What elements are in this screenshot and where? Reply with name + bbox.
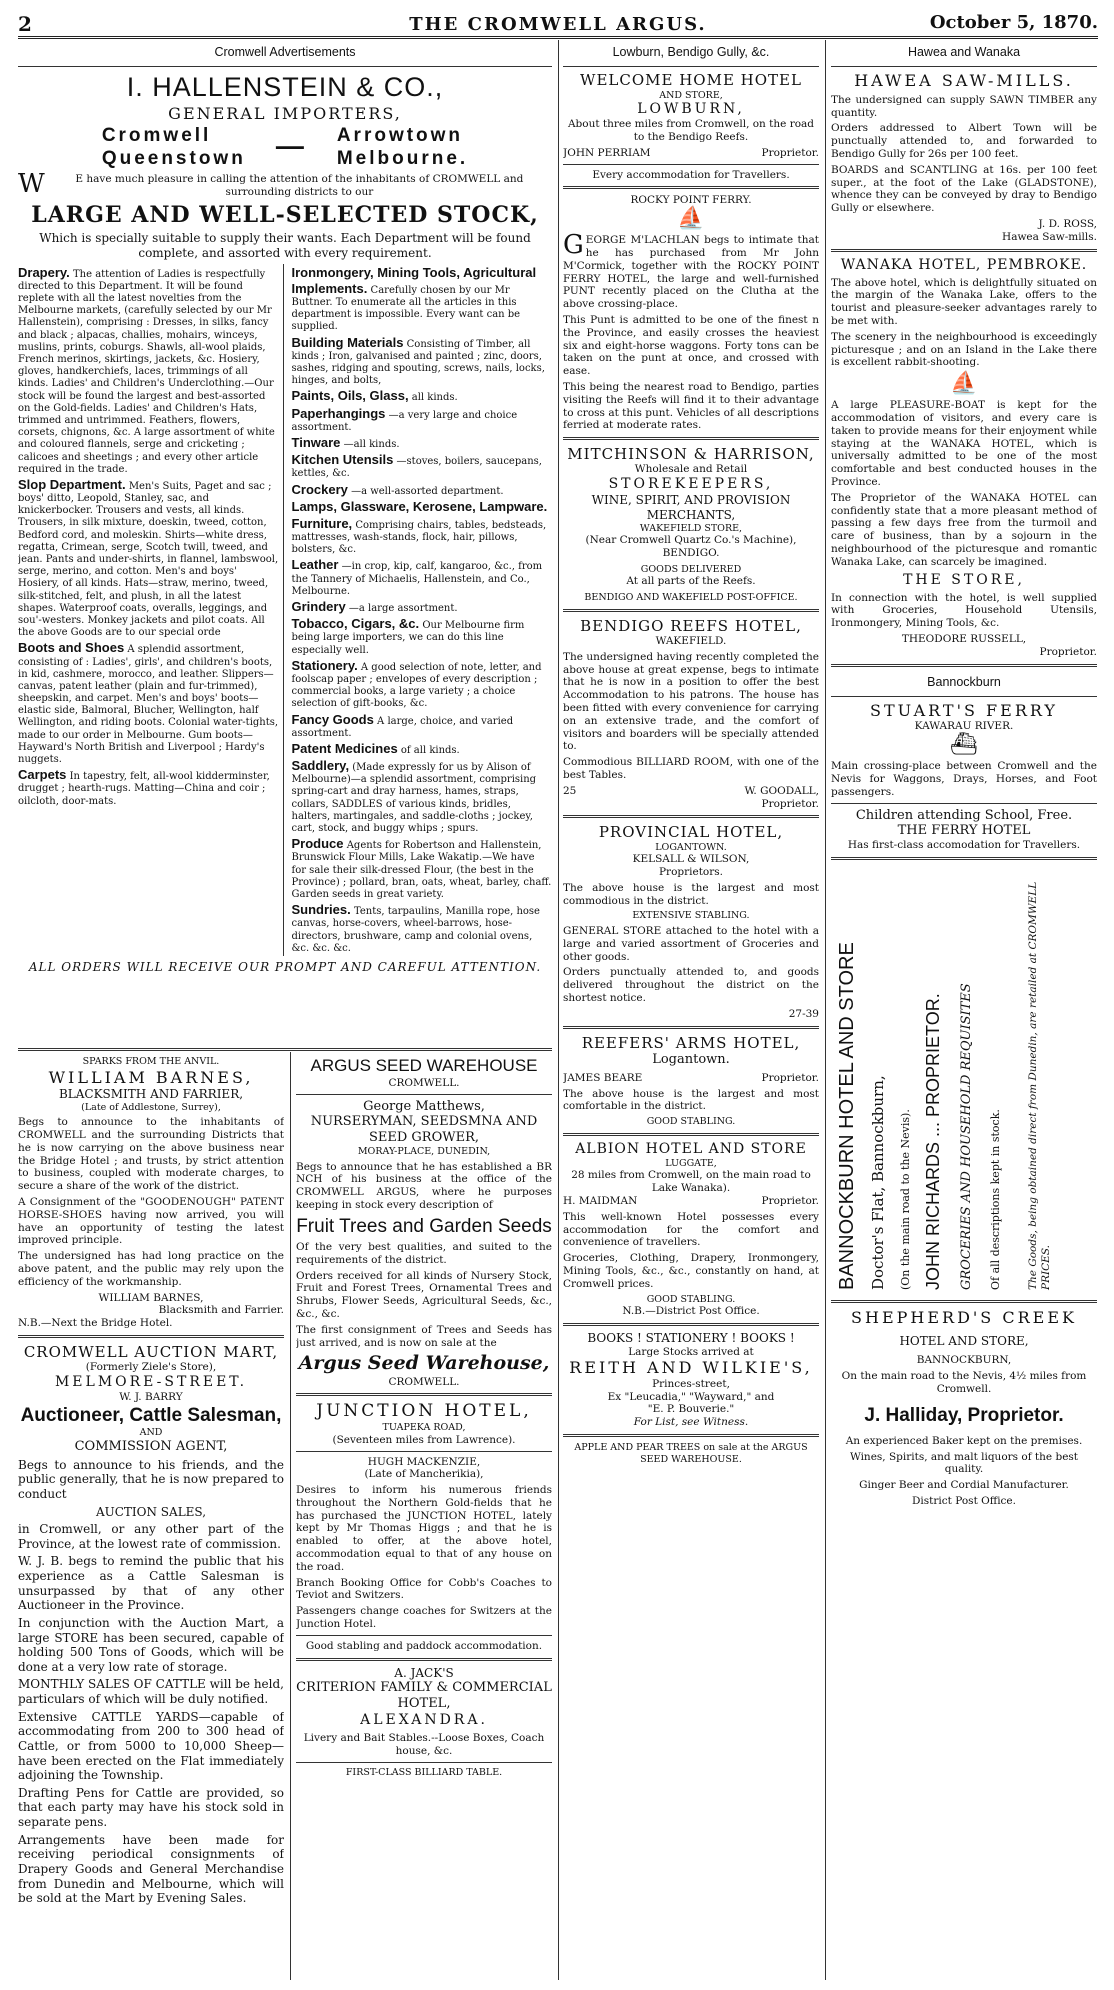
subtitle: BENDIGO AND WAKEFIELD POST-OFFICE. [584,592,798,604]
distance: 28 miles from Cromwell, on the main road to Lake Wanaka). [571,1169,811,1195]
subtitle: GOODS DELIVERED [640,563,742,575]
proprietor: Proprietor. [761,797,819,810]
subtitle: WAKEFIELD STORE, [639,522,743,534]
street: Princes-street, [652,1377,730,1390]
advert-title: MITCHINSON & HARRISON, [567,445,815,464]
department: Leather —in crop, kip, calf, kangaroo, &c., from the Tannery of Michaelis, Hallenstein, and Co., Melbourne. [291,557,543,597]
gothic-title: Argus Seed Warehouse, [298,1352,550,1375]
body: The undersigned has had long practice on the above patent, and the public may rely upon the efficiency of the workmanship. [18,1250,284,1288]
advert-title: APPLE AND PEAR TREES on sale at the ARGUS SEED WAREHOUSE. [574,1442,808,1465]
intro-after: Which is specially suitable to supply their wants. Each Department will be found complete, and assorted with every requirement. [39,231,531,261]
body: In connection with the hotel, is well supplied with Groceries, Household Utensils, Ironmongery, Mining Tools, &c. [831,591,1097,630]
trade: NURSERYMAN, SEEDSMNA AND SEED GROWER, [310,1114,538,1146]
column-rule [558,40,559,1980]
orders-footer: ALL ORDERS WILL RECEIVE OUR PROMPT AND CAREFUL ATTENTION. [28,959,542,974]
advert-title: REITH AND WILKIE'S, [569,1358,813,1378]
body: Drafting Pens for Cattle are provided, so that each party may have his stock sold in separate pens. [18,1785,284,1829]
body: MONTHLY SALES OF CATTLE will be held, particulars of which will be duly notified. [18,1677,284,1706]
subtitle: KAWARAU RIVER. [914,720,1014,733]
formerly: (Formerly Ziele's Store), [85,1361,217,1374]
owner: KELSALL & WILSON, [632,853,750,866]
body: A Consignment of the "GOODENOUGH" PATENT HORSE-SHOES having now arrived, you will have an opportunity of testing the latest improved principle. [18,1196,284,1247]
note: N.B.—District Post Office. [622,1305,760,1318]
vertical-title: BANNOCKBURN HOTEL AND STORE [836,942,858,1291]
town-name: Arrowtown [336,124,464,146]
towns-block: Cromwell Queenstown — Arrowtown Melbourne. [101,124,469,169]
body: This well-known Hotel possesses every accommodation for the comfort and convenience of travellers. [563,1210,819,1249]
proprietor: Proprietor. [761,1071,819,1084]
note: District Post Office. [912,1494,1016,1507]
town: LUGGATE, [665,1157,717,1169]
advert-title: HAWEA SAW-MILLS. [854,71,1074,91]
body: Branch Booking Office for Cobb's Coaches to Teviot and Switzers. [296,1576,552,1602]
advert-title: SHEPHERD'S CREEK [851,1308,1077,1328]
distance: (Seventeen miles from Lawrence). [332,1433,516,1446]
stabling: Good stabling and paddock accommodation. [305,1639,543,1652]
intro-text: WE have much pleasure in calling the attention of the inhabitants of CROMWELL and surrounding districts to our [18,169,524,200]
subtitle: Ex "Leucadia," "Wayward," and [607,1390,775,1403]
column-rule [290,1052,291,1980]
body: Arrangements have been made for receiving periodical consignments of Drapery Goods and General Merchandise from Dunedin and Melbourne, which will be sold at the Mart by Evening Sales. [18,1832,284,1906]
subtitle: "E. P. Bouverie." [647,1403,735,1416]
advert-title: WELCOME HOME HOTEL [580,71,802,90]
col2-lower [296,1056,552,1982]
note: N.B.—Next the Bridge Hotel. [18,1317,173,1330]
address: MORAY-PLACE, DUNEDIN, [357,1146,491,1158]
ref-number: 25 [563,784,577,797]
department: Tinware —all kinds. [291,434,400,450]
signature: Hawea Saw-mills. [1002,230,1097,243]
subtitle: HOTEL AND STORE, [899,1333,1029,1348]
newspaper-title: THE CROMWELL ARGUS. [409,14,707,35]
proprietor: Proprietor. [1039,645,1097,658]
issue-date: October 5, 1870. [929,12,1098,33]
signature: W. GOODALL, [744,784,819,797]
proprietor: Proprietor. [761,146,819,159]
agent: COMMISSION AGENT, [74,1438,228,1454]
section-heading: Cromwell Advertisements [214,45,356,59]
body: Extensive CATTLE YARDS—capable of accommodating from 200 to 300 head of Cattle, or from 5000 to 10,000 Sheep—have been erected on the Flat immediately adjoining the Township. [18,1709,284,1783]
body: Begs to announce that he has established a BR NCH of his business at the office of the CROMWELL ARGUS, where he purposes keeping in stock every description of [296,1160,552,1212]
boat-icon: ⛵ [950,371,978,397]
masthead [18,8,1098,39]
body: The above hotel, which is delightfully situated on the margin of the Wanaka Lake, offers to the tourist and pleasure-seeker advantages rarely to be met with. [831,276,1097,327]
town: WAKEFIELD. [655,634,727,647]
department: Carpets In tapestry, felt, all-wool kidderminster, drugget ; hearth-rugs. Matting—China and coir ; oilcloth, door-mats. [18,767,270,807]
advert-title: I. HALLENSTEIN & CO., [126,72,444,103]
title: Auctioneer, Cattle Salesman, [20,1405,282,1427]
proprietor: Proprietors. [658,866,723,879]
name: George Matthews, [363,1098,485,1114]
town-name: Cromwell [101,124,212,146]
hallenstein-advert [18,42,552,1047]
body: GEORGE M'LACHLAN begs to intimate that he has purchased from Mr John M'Cormick, together with the ROCKY POINT FERRY HOTEL, the large and well-furnished PUNT recently placed on the Clutha at the above crossing-place. [563,230,819,311]
body: The above house is the largest and most commodious in the district. [563,881,819,907]
department: Tobacco, Cigars, &c. Our Melbourne firm being large importers, we can do this line especially well. [291,616,525,656]
town: LOGANTOWN. [655,841,727,853]
body: On the main road to the Nevis, 4½ miles from Cromwell. [841,1370,1087,1395]
department: Fancy Goods A large, choice, and varied assortment. [291,711,514,739]
owner: JOHN PERRIAM [563,146,651,159]
vertical-text: The Goods, being obtained direct from Dunedin, are retailed at CROMWELL PRICES. [1027,881,1052,1291]
body: The undersigned having recently completed the above house at great expense, begs to intimate that he is now in a position to offer the best Accommodation to his patrons. The house has been fitted with every convenience for carrying on an extensive trade, and the comfort of visitors and boarders will be specially attended to. [563,650,819,753]
street: MELMORE-STREET. [54,1374,248,1391]
sales: AUCTION SALES, [95,1504,207,1519]
subtitle: (Near Cromwell Quartz Co.'s Machine), [585,534,797,547]
body: The scenery in the neighbourhood is exceedingly picturesque ; and on an Island in the Lake there is excellent rabbit-shooting. [831,330,1097,369]
stabling: EXTENSIVE STABLING. [632,910,750,922]
town: LOWBURN, [637,101,745,118]
col4 [831,42,1097,1982]
department: Grindery —a large assortment. [291,599,458,615]
body: GENERAL STORE attached to the hotel with a large and varied assortment of Groceries and other goods. [563,924,819,963]
stabling: GOOD STABLING. [646,1293,736,1305]
ferry-icon: ⛴ [950,732,978,758]
body: Passengers change coaches for Switzers at the Junction Hotel. [296,1605,552,1631]
advert-title: ALBION HOTEL AND STORE [575,1140,807,1157]
department: Slop Department. Men's Suits, Paget and sac ; boys' ditto, Leopold, Stanley, sac, and knickerbocker. Trousers and vests, all kinds. Trousers, in silk mixture, doeskin, tweed, cotton, Bedford cord, and moleskin. Shirts—white dress, regatta, Crimean, serge, Scotch twill, tweed, and jean. Pants and under-shirts, in flannel, lambswool, serge, merino, and cotton. Men's and boys' Hosiery, of all kinds. Hats—straw, merino, tweed, silk-stitched, felt, and plush, in all the latest shapes. Waterproof coats, overalls, leggings, and sou'-westers. Monkey jackets and pilot coats. All the above Goods are to our special orde [18,476,279,639]
body: Has first-class accomodation for Travellers. [847,839,1081,852]
body: Commodious BILLIARD ROOM, with one of the best Tables. [563,756,819,781]
advert-title: REEFERS' ARMS HOTEL, [581,1033,801,1052]
town-name: Melbourne. [336,147,469,169]
department: Saddlery, (Made expressly for us by Alison of Melbourne)—a splendid assortment, comprising spring-cart and dray harness, hames, straps, collars, SADDLES of various kinds, bridles, halters, martingales, and saddle-cloths ; jockey, cart, stock, and buggy whips ; spurs. [291,758,537,835]
subtitle: THE FERRY HOTEL [897,823,1031,839]
subtitle: Large Stocks arrived at [628,1345,754,1358]
body: Desires to inform his numerous friends throughout the Northern Gold-fields that he has purchased the JUNCTION HOTEL, lately kept by Mr Thomas Higgs ; and that he is enabled to offer, at the above hotel, accommodation equal to that of any house on the road. [296,1484,552,1573]
headline: Fruit Trees and Garden Seeds [296,1215,552,1237]
section-heading: Bannockburn [927,674,1001,689]
subtitle: For List, see Witness. [633,1416,749,1429]
department: Crockery —a well-assorted department. [291,481,504,497]
kicker: SPARKS FROM THE ANVIL. [82,1056,220,1067]
body: Orders punctually attended to, and goods delivered throughout the district on the shortest notice. [563,966,819,1004]
department: Paperhangings —a very large and choice assortment. [291,405,518,433]
late: (Late of Mancherikia), [364,1468,484,1481]
body: The undersigned can supply SAWN TIMBER any quantity. [831,93,1097,119]
advert-title: ARGUS SEED WAREHOUSE [310,1056,538,1075]
body: BOARDS and SCANTLING at 16s. per 100 feet super., at the foot of the Lake (GLADSTONE), whence they can be conveyed by dray to Bendigo Gully or elsewhere. [831,163,1097,215]
subtitle: At all parts of the Reefs. [626,575,756,588]
owner: JAMES BEARE [563,1071,643,1084]
advert-title: WANAKA HOTEL, PEMBROKE. [840,256,1088,273]
subtitle: STOREKEEPERS, [608,476,774,493]
left-departments [18,264,284,956]
owner: W. J. BARRY [119,1391,183,1404]
vertical-title: JOHN RICHARDS ... PROPRIETOR. [923,993,943,1291]
store: AND STORE, [659,89,723,101]
department: Sundries. Tents, tarpaulins, Manilla rope, hose canvas, horse-covers, wheel-barrows, hose-directors, brushware, camp and colonial ovens, &c. &c. &c. [291,902,540,954]
road: TUAPEKA ROAD, [382,1422,466,1434]
subtitle: THE STORE, [903,571,1025,588]
body: Livery and Bait Stables.--Loose Boxes, Coach house, &c. [303,1732,545,1757]
signature: Blacksmith and Farrier. [158,1304,284,1317]
department: Paints, Oils, Glass, all kinds. [291,388,458,404]
right-departments [292,264,553,956]
ref-number: 27-39 [788,1007,819,1020]
subtitle: WINE, SPIRIT, AND PROVISION MERCHANTS, [591,493,791,522]
department: Kitchen Utensils —stoves, boilers, saucepans, kettles, &c. [291,452,542,480]
page-number: 2 [18,12,32,36]
proprietor: J. Halliday, Proprietor. [864,1404,1064,1426]
body: The Proprietor of the WANAKA HOTEL can confidently state that a more pleasant method of passing a few days free from the turmoil and care of business, than by a sojourn in the neighbourhood of the picturesque and romantic Wanaka Lake, can scarcely be imagined. [831,491,1097,568]
billiard: FIRST-CLASS BILLIARD TABLE. [345,1766,503,1778]
body: This being the nearest road to Bendigo, parties visiting the Reefs will find it to their advantage to cross at this punt. Vehicles of all descriptions ferried at moderate rates. [563,380,819,432]
signature: THEODORE RUSSELL, [901,633,1027,646]
body: This Punt is admitted to be one of the finest n the Province, and easily crosses the heaviest six and eight-horse waggons. Forty tons can be taken on the punt at once, and crossed with ease. [563,313,819,378]
advert-title: BOOKS ! STATIONERY ! BOOKS ! [587,1330,795,1345]
stabling: GOOD STABLING. [646,1116,736,1128]
vertical-text: GROCERIES AND HOUSEHOLD REQUISITES [959,983,974,1291]
town-name: Queenstown [101,147,246,169]
headline: LARGE AND WELL-SELECTED STOCK, [31,201,539,228]
advert-title: CROMWELL AUCTION MART, [23,1343,279,1362]
body: In conjunction with the Auction Mart, a large STORE has been secured, capable of holding 500 Tons of Goods, which will be done at a very low rate of storage. [18,1615,284,1674]
department: Produce Agents for Robertson and Hallenstein, Brunswick Flour Mills, Lake Wakatip.—We have for sale their silk-dressed Flour, (the best in the Province) ; pollard, bran, oats, wheat, barley, chaff. Garden seeds in great variety. [291,836,552,900]
department: Lamps, Glassware, Kerosene, Lampware. [291,498,548,514]
department: Drapery. The attention of Ladies is respectfully directed to this Department. It will be found replete with all the latest novelties from the Melbourne markets, (carefully selected by our Mr Hallenstein), comprising : Dresses, in silks, fancy and black ; alpacas, challies, mohairs, winceys, muslins, prints, coburgs. Shawls, all-wool plaids, French merinos, skirtings, jackets, &c. Hosiery, gloves, handkerchiefs, laces, trimmings of all kinds. Ladies' and Children's Underclothing.—Our stock will be found the largest and best-assorted on the Gold-fields. Ladies' and Children's Hats, trimmed and untrimmed. Feathers, flowers, corsets, chignons, &c. A large assortment of white and coloured flannels, serge and cricketing ; calicoes and sheetings ; and every other article required in the trade. [18,264,275,475]
town: BANNOCKBURN, [916,1354,1012,1367]
late: (Late of Addlestone, Surrey), [81,1101,221,1113]
department: Ironmongery, Mining Tools, Agricultural Implements. Carefully chosen by our Mr Buttner. To enumerate all the articles in this department is impossible. Every want can be supplied. [291,264,537,333]
advert-subtitle: GENERAL IMPORTERS, [168,104,402,124]
col1-lower [18,1056,284,1982]
owner: A. JACK'S [394,1665,454,1680]
advert-title: JUNCTION HOTEL, [316,1401,532,1422]
owner: HUGH MACKENZIE, [367,1455,481,1468]
body: The above house is the largest and most comfortable in the district. [563,1087,819,1113]
department: Building Materials Consisting of Timber, all kinds ; Iron, galvanised and painted ; zinc, doors, sashes, ridging and spouting, screws, nails, locks, hinges, and bolts, [291,334,545,387]
section-heading: Lowburn, Bendigo Gully, &c. [612,45,770,59]
body: W. J. B. begs to remind the public that his experience as a Cattle Salesman is unsurpassed by that of any other Auctioneer in the Province. [18,1554,284,1613]
department: Stationery. A good selection of note, letter, and foolscap paper ; envelopes of every description ; commercial books, a large variety ; a choice selection of gift-books, &c. [291,657,542,710]
body: An experienced Baker kept on the premises. [845,1434,1083,1447]
owner: H. MAIDMAN [563,1194,638,1207]
signature: WILLIAM BARNES, [98,1291,204,1304]
section-heading: Hawea and Wanaka [907,45,1021,59]
ship-icon: ⛵ [677,206,705,232]
signature: J. D. ROSS, [1038,217,1097,230]
subtitle: Children attending School, Free. [855,807,1073,823]
body: Orders addressed to Albert Town will be punctually attended to, and forwarded to Bendigo Gully for 26s per 100 feet. [831,122,1097,160]
body: Main crossing-place between Cromwell and the Nevis for Waggons, Drays, Horses, and Foot passengers. [831,760,1097,798]
town: CROMWELL. [388,1375,460,1388]
body: Every accommodation for Travellers. [592,168,790,181]
vertical-text: Doctor's Flat, Bannockburn, [869,1075,887,1291]
advert-title: ROCKY POINT FERRY. [630,194,752,207]
advert-title: PROVINCIAL HOTEL, [598,823,784,842]
vertical-advert [831,865,1097,1295]
department: Boots and Shoes A splendid assortment, consisting of : Ladies', girls', and children's boots, in kid, cashmere, morocco, and leather. Slippers—canvas, patent leather (plain and fur-trimmed), sheepskin, and carpet. Men's and boys' boots—elastic side, Balmoral, Blucher, Wellington, half Wellington, and riding boots. Colonial water-tights, made to our order in Melbourne. Gum boots—Hayward's North British and Liverpool ; Hardy's nuggets. [18,640,279,766]
proprietor: Proprietor. [761,1194,819,1207]
body: Groceries, Clothing, Drapery, Ironmongery, Mining Tools, &c., &c., constantly on hand, at Cromwell prices. [563,1252,819,1290]
body: in Cromwell, or any other part of the Province, at the lowest rate of commission. [18,1522,284,1551]
body: Of the very best qualities, and suited to the requirements of the district. [296,1241,552,1266]
advert-title: WILLIAM BARNES, [48,1067,254,1087]
body: A large PLEASURE-BOAT is kept for the accommodation of visitors, and every care is taken to provide means for their enjoyment while staying at the WANAKA HOTEL, which is universally admitted to be one of the most comfortable and best conducted houses in the Province. [831,399,1097,488]
body: Begs to announce to the inhabitants of CROMWELL and the surrounding Districts that he is now carrying on the above business near the Bridge Hotel ; and trusts, by strict attention to business, coupled with moderate charges, to secure a share of the work of the district. [18,1116,284,1193]
vertical-text: Of all descriptions kept in stock. [989,1109,1002,1291]
and: AND [139,1427,163,1439]
advert-title: STUART'S FERRY [869,700,1058,720]
about: About three miles from Cromwell, on the road to the Bendigo Reefs. [567,118,815,143]
body: The first consignment of Trees and Seeds has just arrived, and is now on sale at the [296,1323,552,1349]
town: CROMWELL. [388,1076,460,1089]
body: Orders received for all kinds of Nursery Stock, Fruit and Forest Trees, Ornamental Trees and Shrubs, Flower Seeds, Agricultural Seeds, &c., &c., &c. [296,1269,552,1321]
department: Furniture, Comprising chairs, tables, bedsteads, mattresses, wash-stands, flock, hair, pillows, bolsters, &c. [291,515,547,556]
vertical-text: (On the main road to the Nevis). [899,1109,912,1291]
col3 [563,42,819,1982]
body: Wines, Spirits, and malt liquors of the best quality. [849,1450,1079,1476]
department: Patent Medicines of all kinds. [291,740,460,756]
town: ALEXANDRA. [360,1712,488,1728]
town: BENDIGO. [662,546,720,559]
trade: BLACKSMITH AND FARRIER, [58,1087,244,1102]
body: Ginger Beer and Cordial Manufacturer. [859,1479,1069,1492]
body: Begs to announce to his friends, and the public generally, that he is now prepared to conduct [18,1457,284,1501]
town: Logantown. [652,1051,730,1067]
subtitle: Wholesale and Retail [634,463,748,476]
advert-title: BENDIGO REEFS HOTEL, [580,616,802,635]
advert-title: CRITERION FAMILY & COMMERCIAL HOTEL, [296,1680,552,1712]
column-rule [825,40,826,1980]
